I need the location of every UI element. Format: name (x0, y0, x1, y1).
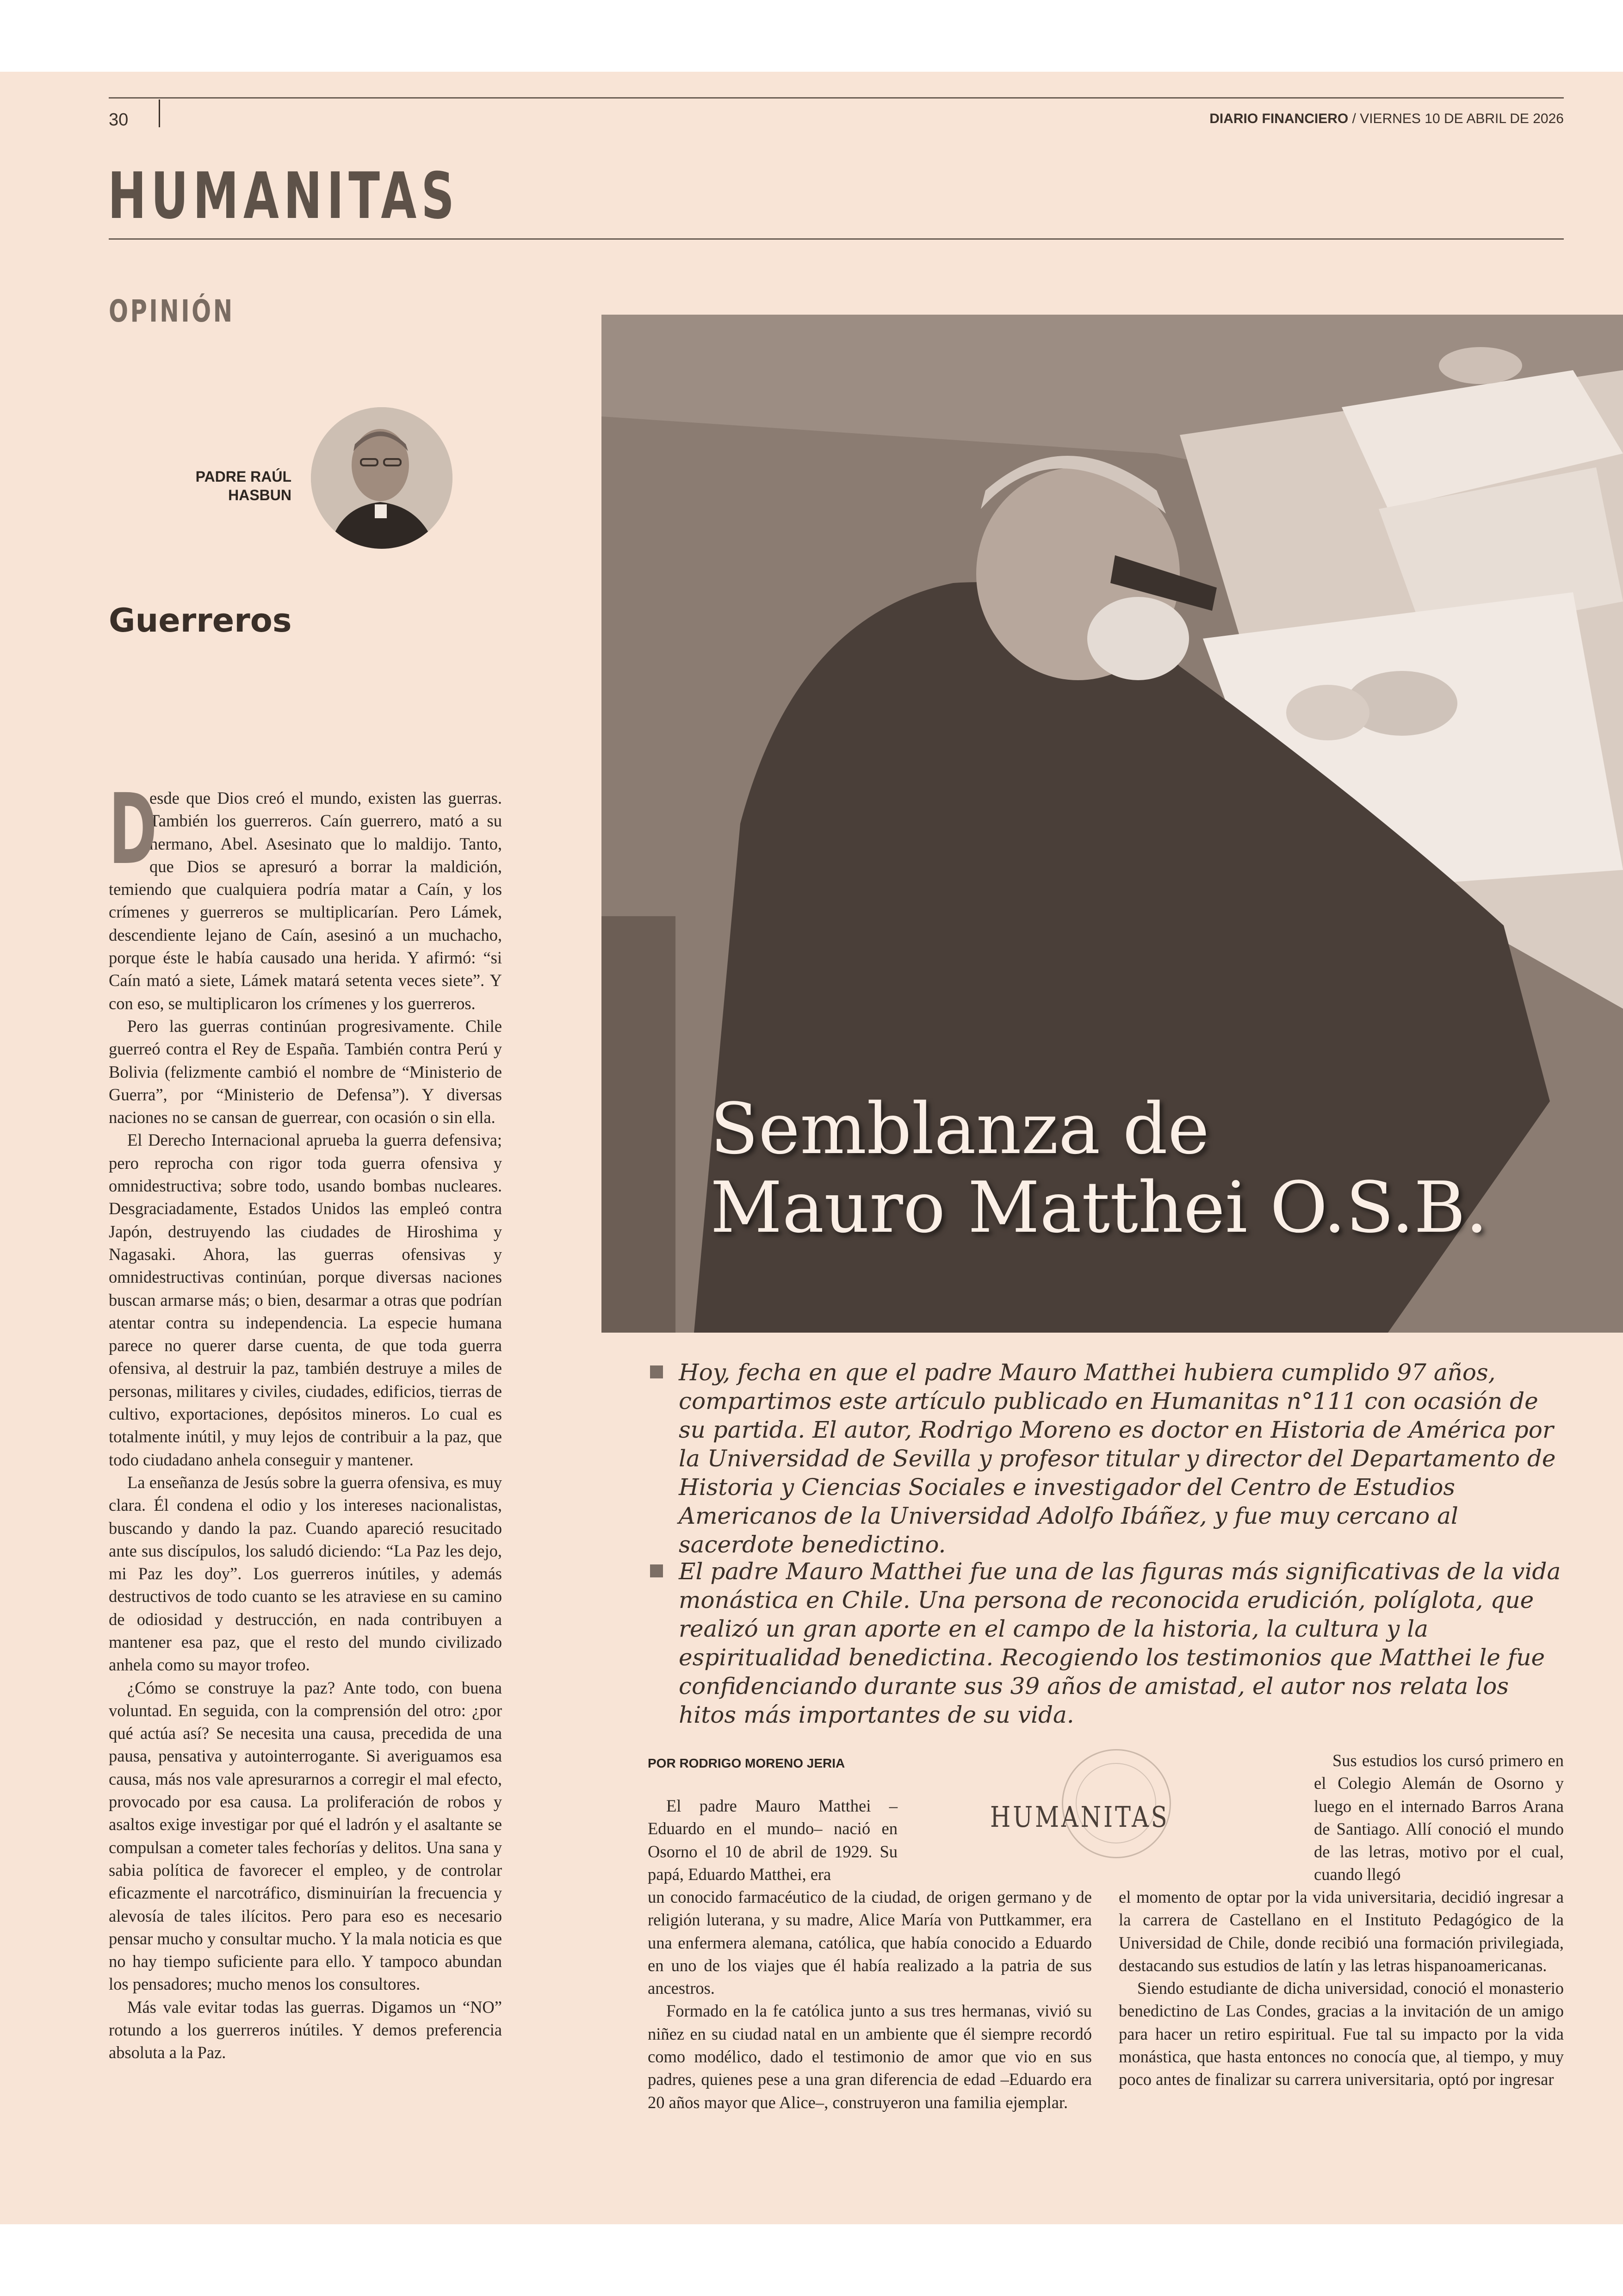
bullet-square-icon (650, 1564, 663, 1577)
feature-paragraph: el momento de optar por la vida universitaria, decidió ingresar a la carrera de Castellano en el Instituto Pedagógico de la Universidad de Chile, donde recibió una formación privilegiada, destacando sus estudios de latín y las letras hispanoamericanas. (1119, 1887, 1564, 1975)
section-title: HUMANITAS (108, 159, 459, 233)
feature-headline (710, 1090, 1488, 1247)
feature-col1-top (648, 1794, 898, 1886)
byline: POR RODRIGO MORENO JERIA (648, 1756, 845, 1770)
drop-cap: D (109, 773, 157, 886)
bullet-square-icon (650, 1365, 663, 1378)
headline-line1: Semblanza de (710, 1088, 1209, 1170)
feature-col1-bottom (648, 1886, 1092, 2114)
opinion-title: Guerreros (109, 602, 292, 639)
humanitas-logo: HUMANITAS (990, 1800, 1170, 1834)
feature-col2-top (1314, 1749, 1564, 1886)
top-rule (109, 97, 1564, 99)
lede-text-2: El padre Mauro Matthei fue una de las figuras más significativas de la vida monástica en Chile. Una persona de reconocida erudición, políglota, que realizó un gran aporte en el campo de la historia, la cultura y la espiritualidad benedictina. Recogiendo los testimonios que Matthei le fue confidenciando durante sus 39 años de amistad, el autor nos relata los hitos más importantes de su vida. (679, 1558, 1561, 1728)
author-portrait-image (311, 407, 452, 549)
author-name-line2: HASBUN (228, 487, 291, 503)
page-number-divider (159, 99, 160, 127)
feature-paragraph: un conocido farmacéutico de la ciudad, de origen germano y de religión luterana, y su madre, Alice María von Puttkammer, era una enfermera alemana, católica, que había conocido a Eduardo en uno de los viajes que él había realizado a la patria de sus ancestros. (648, 1887, 1092, 1998)
lede-block-1 (650, 1358, 1564, 1559)
feature-paragraph: El padre Mauro Matthei –Eduardo en el mundo– nació en Osorno el 10 de abril de 1929. Su papá, Eduardo Matthei, era (648, 1796, 898, 1884)
masthead (1209, 111, 1564, 127)
feature-paragraph: Siendo estudiante de dicha universidad, conoció el monasterio benedictino de Las Condes, gracias a la invitación de un amigo para hacer un retiro espiritual. Fue tal su impacto por la vida monástica, que hasta entonces no conocía que, al tiempo, y muy poco antes de finalizar su carrera universitaria, optó por ingresar (1119, 1979, 1564, 2089)
feature-paragraph: Sus estudios los cursó primero en el Colegio Alemán de Osorno y luego en el internado Barros Arana de Santiago. Allí conoció el mundo de las letras, motivo por el cual, cuando llegó (1314, 1751, 1564, 1884)
headline-line2: Mauro Matthei O.S.B. (710, 1167, 1488, 1248)
opinion-paragraph: La enseñanza de Jesús sobre la guerra ofensiva, es muy clara. Él condena el odio y los intereses nacionalistas, buscando y dando la paz. Cuando apareció resucitado ante sus discípulos, los saludó diciendo: “La Paz les dejo, mi Paz les doy”. Los guerreros inútiles, y además destructivos de todo cuanto se les atraviese en su camino de odiosidad y destrucción, en nada contribuyen a mantener esa paz, que el resto del mundo civilizado anhela como su mayor trofeo. (109, 1472, 502, 1675)
issue-date: / VIERNES 10 DE ABRIL DE 2026 (1352, 111, 1564, 126)
lede-text-1: Hoy, fecha en que el padre Mauro Matthei hubiera cumplido 97 años, compartimos este artículo publicado en Humanitas n°111 con ocasión de su partida. El autor, Rodrigo Moreno es doctor en Historia de América por la Universidad de Sevilla y profesor titular y director del Departamento de Historia y Ciencias Sociales e investigador del Centro de Estudios Americanos de la Universidad Adolfo Ibáñez, y fue muy cercano al sacerdote benedictino. (679, 1359, 1556, 1558)
lede-block-2 (650, 1557, 1564, 1729)
opinion-paragraph: Más vale evitar todas las guerras. Digamos un “NO” rotundo a los guerreros inútiles. Y demos preferencia absoluta a la Paz. (109, 1997, 502, 2062)
opinion-body (109, 773, 502, 2064)
feature-paragraph: Formado en la fe católica junto a sus tres hermanas, vivió su niñez en su ciudad natal en un ambiente que él siempre recordó como modélico, dado el testimonio de amor que vio en sus padres, quienes pese a una gran diferencia de edad –Eduardo era 20 años mayor que Alice–, construyeron una familia ejemplar. (648, 2001, 1092, 2112)
opinion-kicker: OPINIÓN (109, 293, 235, 329)
opinion-paragraph: El Derecho Internacional aprueba la guerra defensiva; pero reprocha con rigor toda guerra ofensiva y omnidestructiva; sobre todo, usando bombas nucleares. Desgraciadamente, Estados Unidos las empleó contra Japón, destruyendo las ciudades de Hiroshima y Nagasaki. Ahora, las guerras ofensivas y omnidestructivas continúan, porque diversas naciones buscan armarse más; o bien, desarmar a otras que podrían atentar contra su independencia. La especie humana parece no querer darse cuenta, de que toda guerra ofensiva, al destruir la paz, también destruye a miles de personas, militares y civiles, ciudades, edificios, tierras de cultivo, exportaciones, depósitos mineros. Lo cual es totalmente inútil, y muy lejos de contribuir a la paz, que todo ciudadano anhela conseguir y mantener. (109, 1130, 502, 1469)
opinion-paragraph (109, 773, 502, 1015)
page-number: 30 (109, 110, 129, 130)
opinion-first-paragraph: esde que Dios creó el mundo, existen las guerras. También los guerreros. Caín guerrero, mató a su hermano, Abel. Asesinato que lo maldijo. Tanto, que Dios se apresuró a borrar la maldición, temiendo que cualquiera podría matar a Caín, y los crímenes y guerreros se multiplicarían. Pero Lámek, descendiente lejano de Caín, asesinó a un muchacho, porque éste le había causado una herida. Y afirmó: “si Caín mató a siete, Lámek matará setenta veces siete”. Y con eso, se multiplicaron los crímenes y los guerreros. (109, 788, 502, 1013)
author-name (139, 467, 291, 504)
opinion-paragraph: ¿Cómo se construye la paz? Ante todo, con buena voluntad. En seguida, con la comprensión del otro: ¿por qué actúa así? Se necesita una causa, precedida de una pausa, pensativa y autointerrogante. Si averiguamos esa causa, más nos vale apresurarnos a corregir el mal efecto, provocado por esa causa. La proliferación de robos y asaltos exige investigar por qué el ladrón y el asaltante se compulsan a cometer tales fechorías y delitos. Una sana y sabia política de favorecer el empleo, y de controlar eficazmente el narcotráfico, disminuirían la frecuencia y alevosía de tales ilícitos. Pero para eso es necesario pensar mucho y consultar mucho. Y la mala noticia es que no hay tiempo suficiente para ello. Y tampoco abundan los pensadores; mucho menos los consultores. (109, 1678, 502, 1994)
author-portrait (311, 407, 452, 549)
publication-name: DIARIO FINANCIERO (1209, 111, 1349, 126)
opinion-paragraph: Pero las guerras continúan progresivamente. Chile guerreó contra el Rey de España. También contra Perú y Bolivia (felizmente cambió el nombre de “Ministerio de Guerra”, por “Ministerio de Defensa”). Y diversas naciones no se cansan de guerrear, con ocasión o sin ella. (109, 1016, 502, 1127)
author-name-line1: PADRE RAÚL (195, 468, 291, 485)
section-rule (109, 238, 1564, 240)
feature-col2-bottom (1119, 1886, 1564, 2091)
